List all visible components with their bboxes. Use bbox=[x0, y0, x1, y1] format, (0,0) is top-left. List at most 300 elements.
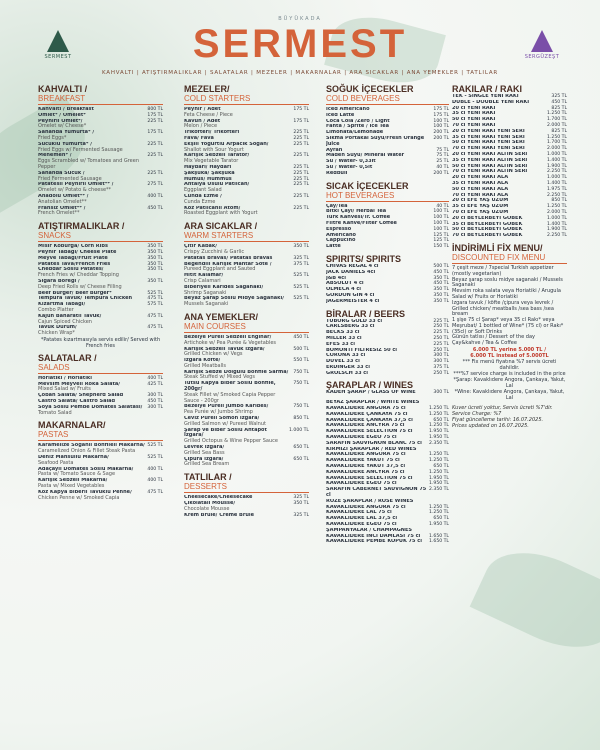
item-text bbox=[184, 428, 287, 445]
item-name: KAVAKLIDERE ANGORA 75 cl bbox=[326, 406, 406, 412]
item-desc: Deep Fried Rolls w/ Cheese Filling bbox=[38, 283, 122, 290]
item-price: 125 TL bbox=[433, 238, 449, 244]
item-price: 825 TL bbox=[551, 128, 567, 134]
item-name: 20 cl YENİ RAKI YENİ SERİ bbox=[452, 128, 525, 134]
fix-menu-line: 1 şişe 75 cl Şarap* veya 35 cl Rakı* veya Meşrubat/ 1 bottled of Wine* (75 cl) or Rakı* (35cl) or Soft Drinks bbox=[452, 317, 564, 335]
column-1 bbox=[38, 84, 163, 505]
item-desc: Eggs Scrambled w/ Tomatoes and Green Pepper bbox=[38, 158, 140, 170]
menu-item bbox=[38, 478, 163, 490]
section-title: MEZELER/ bbox=[184, 84, 230, 94]
item-name: 50 cl YENİ RAKI bbox=[452, 117, 496, 123]
item-name: Su / Water- 0,5lt bbox=[326, 164, 373, 170]
item-text bbox=[38, 130, 145, 142]
item-price: 1.950 TL bbox=[429, 481, 449, 487]
menu-item bbox=[326, 171, 449, 177]
item-price: 750 TL bbox=[293, 381, 309, 387]
section-subtitle: HOT BEVERAGES bbox=[326, 191, 449, 202]
item-name: 50 cl BEYLERBEYİ GÖBEK bbox=[452, 227, 523, 233]
menu-item bbox=[326, 136, 449, 148]
item-desc: Chicken Wrap* bbox=[38, 330, 75, 337]
menu-item bbox=[184, 153, 309, 165]
item-name: Sıkma Portakal Suyu/Fresh Orange Juice bbox=[326, 135, 425, 147]
item-name: Omlet* / Omelet* bbox=[38, 112, 86, 118]
item-text bbox=[38, 142, 145, 154]
item-price: 75 TL bbox=[436, 153, 449, 159]
item-price: 175 TL bbox=[293, 107, 309, 112]
item-name: KAVAKLIDERE ÇANKAYA 75 cl bbox=[326, 411, 408, 417]
item-price: 200 TL bbox=[433, 170, 449, 176]
item-name: Ayran bbox=[326, 147, 343, 153]
item-name: OLMECA 4 cl bbox=[326, 287, 362, 293]
menu-item bbox=[184, 296, 309, 308]
item-price: 75 TL bbox=[436, 147, 449, 153]
item-price: 300 TL bbox=[147, 393, 163, 399]
item-desc: Chocolate Mousse bbox=[184, 505, 230, 512]
menu-item bbox=[184, 445, 309, 457]
section-subtitle: COLD BEVERAGES bbox=[326, 94, 449, 105]
item-text bbox=[184, 501, 291, 513]
item-name: 35 cl YENİ RAKI YENİ SERİ bbox=[452, 134, 525, 140]
item-name: JACK DANIELS 4cl bbox=[326, 269, 376, 275]
item-price: 525 TL bbox=[147, 290, 163, 296]
item-name: Türk Kahvesi/Tr. Coffee bbox=[326, 215, 391, 221]
section-title: SICAK İÇECEKLER bbox=[326, 180, 409, 191]
item-price: 300 TL bbox=[433, 353, 449, 359]
item-desc: Grilled Salmon w/ Pureed Walnut bbox=[184, 420, 266, 427]
item-price: 1.250 TL bbox=[429, 469, 449, 475]
menu-item bbox=[38, 443, 163, 455]
item-name: Biberiyeli Karides Saganaki/ bbox=[184, 284, 264, 290]
item-price: 400 TL bbox=[147, 478, 163, 484]
price-date: Prices updated on 16.07.2025. bbox=[452, 423, 529, 430]
item-price: 225 TL bbox=[147, 170, 163, 176]
item-text bbox=[184, 142, 291, 154]
item-name: MILLER 33 cl bbox=[326, 335, 362, 341]
fix-note: *Wine: Kavaklıdere Angora, Çankaya, Yakut, Lal bbox=[454, 389, 565, 402]
item-price: 325 TL bbox=[293, 512, 309, 518]
item-price: 750 TL bbox=[293, 369, 309, 375]
fix-menu-line: Çay&kahve / Tea & Coffee bbox=[452, 340, 517, 347]
item-name: 35 cl YENİ RAKI ALA bbox=[452, 180, 509, 186]
menu-section bbox=[38, 420, 163, 501]
item-price: 350 TL bbox=[147, 278, 163, 284]
item-name: Izgara Köfte/ bbox=[184, 358, 221, 364]
item-price: 2.000 TL bbox=[547, 146, 567, 152]
section-title: RAKILAR / RAKI bbox=[452, 84, 522, 94]
item-price: 350 TL bbox=[433, 275, 449, 281]
logo-right-text: SERGÜZEŞT bbox=[524, 54, 560, 60]
item-desc: Combo Platter bbox=[38, 306, 74, 313]
item-name: Americano bbox=[326, 232, 356, 238]
item-name: KAVAKLIDERE EGEO 75 cl bbox=[326, 435, 397, 441]
item-price: 225 TL bbox=[147, 153, 163, 159]
item-name: Bezelye Püreli Sebzeli Enginar/ bbox=[184, 334, 272, 340]
item-price: 2.350 TL bbox=[429, 487, 449, 493]
item-desc: Steak Fillet w/ Smoked Capia Pepper Sauce - 200gr bbox=[184, 391, 276, 404]
item-price: 250 TL bbox=[433, 335, 449, 341]
item-name: Cappucino bbox=[326, 238, 356, 244]
item-desc: Fried Eggs w/ Fermented Sausage bbox=[38, 146, 123, 153]
section-title: BİRALAR / BEERS bbox=[326, 308, 406, 319]
section-title: SALATALAR / bbox=[38, 352, 97, 363]
menu-item bbox=[184, 335, 309, 347]
item-desc: Mix Vegetable Tarator bbox=[184, 158, 239, 165]
item-name: Antalya Usulü Patlıcan/ bbox=[184, 182, 250, 188]
item-text bbox=[452, 233, 545, 239]
menu-section bbox=[452, 405, 567, 429]
item-name: 70 cl YENİ RAKI ALTIN SERİ bbox=[452, 169, 528, 175]
item-name: Kızartma Tabağı/ bbox=[38, 302, 86, 308]
item-name: TUBORG GOLD 33 cl bbox=[326, 318, 383, 324]
item-desc: Pureed Eggplant and Sauted bbox=[184, 266, 256, 273]
section-subtitle: DESSERTS bbox=[184, 482, 309, 493]
item-name: ŞAMPANYALAR / CHAMPAGNES bbox=[326, 527, 413, 533]
item-price: 500 TL bbox=[293, 346, 309, 352]
item-text bbox=[38, 455, 145, 467]
item-price: 225 TL bbox=[293, 135, 309, 141]
item-desc: Roasted Eggplant with Yogurt bbox=[184, 210, 258, 217]
item-name: Mısır Koburga/ Corn Ribs bbox=[38, 244, 108, 250]
item-name: Beef Burger/ Beef Burger* bbox=[38, 290, 112, 296]
item-text bbox=[38, 279, 145, 291]
item-price: 1.950 TL bbox=[429, 435, 449, 441]
menu-item bbox=[38, 467, 163, 479]
item-price: 1.000 TL bbox=[547, 175, 567, 181]
item-price: 475 TL bbox=[147, 489, 163, 495]
item-name: KAVAKLIDERE LAL 75 cl bbox=[326, 510, 392, 516]
item-price: 1.250 TL bbox=[547, 111, 567, 117]
item-price: 450 TL bbox=[433, 281, 449, 287]
item-desc: Chicken Penne w/ Smoked Capia bbox=[38, 494, 120, 501]
menu-item bbox=[38, 171, 163, 183]
fix-menu-line: 7 çeşit meze / 7special Turkish appetizer (mostly vegetarian) bbox=[452, 264, 554, 277]
fix-menu-line: Izgara tavuk / köfte /çipura veya levrek / Grilled chicken/ meatballs /sea bass /sea bream bbox=[452, 299, 554, 318]
item-text bbox=[326, 299, 431, 305]
item-price: 425 TL bbox=[147, 381, 163, 387]
item-price: 225 TL bbox=[293, 153, 309, 159]
item-name: Kajun Baharatlı Tavuk/ bbox=[38, 313, 102, 319]
item-price: 1.950 TL bbox=[429, 429, 449, 435]
item-name: Ekşili Yoğurtlu Arpacık Soğan/ bbox=[184, 141, 269, 147]
item-name: Beyaz Şarap Soslu Midye Saganaki/ bbox=[184, 296, 285, 302]
item-text bbox=[184, 262, 291, 274]
leaf-decoration bbox=[470, 534, 600, 666]
item-name: Deniz Mahsüllü Makarna/ bbox=[38, 455, 109, 461]
item-price: 1.250 TL bbox=[547, 204, 567, 210]
item-name: Çay/Tea bbox=[326, 203, 348, 209]
section-title: KAHVALTI / bbox=[38, 84, 88, 94]
item-name: ERDINGER 33 cl bbox=[326, 364, 370, 370]
item-name: KAVAKLIDERE ANCYRA 75 cl bbox=[326, 469, 405, 475]
menu-section bbox=[326, 400, 449, 545]
item-price: 650 TL bbox=[293, 456, 309, 462]
item-price: 150 TL bbox=[433, 244, 449, 250]
item-name: Meyve Tabağı/Fruit Plate bbox=[38, 255, 108, 261]
item-price: 250 TL bbox=[433, 370, 449, 376]
section-title: SPIRITS/ SPIRITS bbox=[326, 253, 402, 264]
item-name: 70 cl BEYLERBEYİ GÖBEK bbox=[452, 233, 523, 239]
item-name: 50 cl YENİ RAKI YENİ SERİ bbox=[452, 140, 525, 146]
item-desc: Omelet w/ Cheese* bbox=[38, 123, 87, 130]
menu-item bbox=[184, 244, 309, 256]
item-desc: Grilled Chicken w/ Vegs bbox=[184, 351, 243, 358]
item-price: 1.900 TL bbox=[547, 163, 567, 169]
fix-menu-line: Mevsim roka salata veya Horiatiki / Arugula Salad w/ Fruits or Horiatiki bbox=[452, 288, 561, 300]
section-title: TATLILAR / bbox=[184, 472, 232, 483]
menu-item bbox=[326, 539, 449, 545]
brand-title: SERMEST bbox=[192, 22, 408, 66]
menu-section bbox=[326, 254, 449, 305]
item-price: 200 TL bbox=[433, 130, 449, 136]
item-name: Soya Soslu Pembe Domates Salatası/ bbox=[38, 404, 143, 410]
item-text bbox=[38, 302, 145, 314]
item-price: 450 TL bbox=[293, 334, 309, 340]
section-title: ATIŞTIRMALIKLAR / bbox=[38, 221, 125, 232]
item-price: 225 TL bbox=[147, 118, 163, 124]
menu-section bbox=[326, 380, 449, 396]
item-price: 525 TL bbox=[293, 273, 309, 279]
item-price: 1.250 TL bbox=[429, 510, 449, 516]
item-name: Anadolu Omlet** / bbox=[38, 193, 89, 199]
item-name: Beğendili Karışık Mantar Sote / bbox=[184, 261, 272, 267]
item-desc: Mixed Salad w/ Fruits bbox=[38, 386, 91, 393]
item-name: BECKS 33 cl bbox=[326, 330, 360, 336]
item-price: 1.700 TL bbox=[547, 140, 567, 146]
item-name: Su / Water- 0,33lt bbox=[326, 159, 376, 165]
item-price: 2.000 TL bbox=[547, 122, 567, 128]
item-text bbox=[38, 325, 145, 337]
item-name: SARAFIN SAUVIGNON BLANC 75 cl bbox=[326, 440, 422, 446]
item-name: Patates Tava/French Fries bbox=[38, 261, 111, 267]
item-price: 350 TL bbox=[147, 249, 163, 255]
item-text bbox=[184, 457, 291, 469]
item-name: Mevsim Meyveli Roka Salata/ bbox=[38, 381, 121, 387]
item-desc: Seafood Pasta bbox=[38, 459, 74, 466]
item-price: 375 TL bbox=[293, 261, 309, 267]
item-name: Fransız Omlet** / bbox=[38, 205, 86, 211]
item-name: 20 cl YENİ RAKI ALA bbox=[452, 175, 509, 181]
item-name: Iced Americano bbox=[326, 107, 370, 112]
menu-item bbox=[184, 182, 309, 194]
item-price: 1.400 TL bbox=[547, 221, 567, 227]
item-price: 525 TL bbox=[147, 455, 163, 461]
item-price: 225 TL bbox=[293, 182, 309, 188]
menu-section bbox=[326, 84, 449, 177]
item-name: TEK - SINGLE YENİ RAKI bbox=[452, 94, 519, 99]
item-name: Espresso bbox=[326, 226, 352, 232]
menu-item bbox=[326, 390, 449, 396]
item-price: 1.400 TL bbox=[547, 180, 567, 186]
item-price: 125 TL bbox=[433, 232, 449, 238]
item-text bbox=[184, 119, 291, 131]
item-name: ABSOLUT 4 cl bbox=[326, 281, 364, 287]
item-name: 20 cl YENİ RAKI ALTIN SERİ bbox=[452, 151, 528, 157]
item-text bbox=[38, 478, 145, 490]
section-title: ANA YEMEKLER/ bbox=[184, 311, 259, 322]
item-name: Kavun / Adet bbox=[184, 118, 221, 124]
item-text bbox=[184, 347, 291, 359]
item-name: Filtre Kahve/Filter Coffee bbox=[326, 220, 397, 226]
item-name: KIRMIZI ŞARAPLAR / RED WINES bbox=[326, 446, 417, 452]
section-subtitle: COLD STARTERS bbox=[184, 94, 309, 105]
menu-item bbox=[184, 262, 309, 274]
item-name: Karışık Sebze Dolgulu Bonfile Sarma/ bbox=[184, 369, 289, 375]
item-name: Şakşuka/ Şakşuka bbox=[184, 170, 235, 176]
item-name: 35 cl YENİ RAKI ALTIN SERİ bbox=[452, 157, 528, 163]
item-text bbox=[184, 206, 291, 218]
item-name: Patatas Bravas/ Patatas Bravas bbox=[184, 255, 273, 261]
fix-note: *Şarap: Kavaklıdere Angora, Çankaya, Yakut, Lal bbox=[453, 377, 566, 390]
item-price: 475 TL bbox=[147, 325, 163, 331]
item-price: 350 TL bbox=[293, 244, 309, 250]
section-subtitle: DISCOUNTED FIX MENU bbox=[452, 253, 567, 264]
item-price: 1.250 TL bbox=[429, 406, 449, 412]
item-name: KAVAKLIDERE İNCİ DAMLASI 75 cl bbox=[326, 533, 421, 539]
item-name: Ceviz Püreli Somon Izgara/ bbox=[184, 416, 260, 422]
menu-item bbox=[184, 501, 309, 513]
item-desc: Cunda Ezme bbox=[184, 198, 216, 205]
item-desc: Tomato Salad bbox=[38, 409, 72, 416]
item-price: 175 TL bbox=[433, 112, 449, 118]
menu-section bbox=[184, 472, 309, 518]
item-name: KAVAKLIDERE SELECTION 75 cl bbox=[326, 429, 413, 435]
item-name: Sahanda Sucuk / bbox=[38, 170, 85, 176]
item-text bbox=[184, 182, 291, 194]
menu-item bbox=[184, 513, 309, 519]
item-price: 1.975 TL bbox=[547, 186, 567, 192]
item-price: 175 TL bbox=[293, 118, 309, 124]
item-price: 475 TL bbox=[147, 313, 163, 319]
menu-item bbox=[38, 279, 163, 291]
section-subtitle: SNACKS bbox=[38, 231, 163, 242]
item-text bbox=[38, 467, 145, 479]
item-price: 300 TL bbox=[433, 359, 449, 365]
item-name: 50 cl YENİ RAKI ALA bbox=[452, 186, 509, 192]
item-name: Peynir Tabağı/ Cheese Plate bbox=[38, 249, 117, 255]
item-price: 1.250 TL bbox=[429, 504, 449, 510]
price-date: Fiyat güncelleme tarihi: 16.07.2025. bbox=[452, 417, 544, 424]
item-desc: Melon / Piece bbox=[184, 123, 218, 130]
item-desc: Grilled Sea Bream bbox=[184, 461, 230, 468]
section-title: MAKARNALAR/ bbox=[38, 420, 106, 431]
menu-section bbox=[38, 84, 163, 217]
menu-item bbox=[184, 404, 309, 416]
item-name: 20 cl EFE YAŞ ÜZÜM bbox=[452, 198, 509, 204]
item-text bbox=[184, 358, 291, 370]
item-name: KAVAKLIDERE ANGORA 75 cl bbox=[326, 504, 406, 510]
item-desc: Anatolian Omelet** bbox=[38, 198, 87, 205]
item-name: Hitit Kalamar/ bbox=[184, 273, 224, 279]
promo-line: 6.000 TL instead of 5.000TL bbox=[470, 353, 549, 360]
item-desc: French Omelet** bbox=[38, 210, 80, 217]
item-text bbox=[326, 390, 431, 396]
item-name: Castro Salata/ Castro Salad bbox=[38, 399, 116, 405]
item-desc: Artichoke w/ Pea Purée & Vegetables bbox=[184, 339, 277, 346]
item-name: Tempura Tavuk/ Tempura Chicken bbox=[38, 296, 133, 302]
item-desc: Feta Cheese / Piece bbox=[184, 111, 233, 118]
menu-item bbox=[38, 119, 163, 131]
item-text bbox=[184, 513, 291, 519]
item-name: GROLSCH 33 cl bbox=[326, 370, 368, 376]
logo-right bbox=[522, 30, 562, 68]
item-desc: Omelet w/ Potato & cheese** bbox=[38, 187, 112, 194]
item-name: 50 cl YENİ RAKI ALTIN SERİ bbox=[452, 163, 528, 169]
item-text bbox=[184, 194, 291, 206]
item-name: Levrek Izgara/ bbox=[184, 445, 225, 451]
item-price: 1.250 TL bbox=[429, 458, 449, 464]
item-text bbox=[184, 273, 291, 285]
menu-section bbox=[326, 309, 449, 377]
item-text bbox=[326, 136, 431, 148]
item-price: 1.400 TL bbox=[547, 157, 567, 163]
item-name: Köz Kapya Biberli Tavuklu Penne/ bbox=[38, 489, 132, 495]
item-desc: Pea Purée w/ Jumbo Shrimp bbox=[184, 409, 253, 416]
item-price: 350 TL bbox=[147, 255, 163, 261]
item-desc: French Fries w/ Cheddar Topping bbox=[38, 272, 119, 279]
item-price: 2.250 TL bbox=[547, 192, 567, 198]
item-name: 70 cl YENİ RAKI bbox=[452, 122, 496, 128]
item-price: 225 TL bbox=[147, 141, 163, 147]
menu-item bbox=[184, 273, 309, 285]
item-desc: Crisp Calamari bbox=[184, 277, 221, 284]
item-name: Karışık Sebzeli Tavuk Izgara/ bbox=[184, 346, 265, 352]
section-note: *Patates kızartmasıyla servis edilir/ Served with French fries bbox=[40, 336, 161, 349]
item-name: 35 cl BEYLERBEYİ GÖBEK bbox=[452, 221, 523, 227]
column-4 bbox=[452, 84, 567, 433]
item-name: Çipura Izgara/ bbox=[184, 456, 224, 462]
item-name: Karışık Sebzeli Makarna/ bbox=[38, 478, 108, 484]
item-desc: Grilled Meatballs bbox=[184, 362, 226, 369]
item-price: 450 TL bbox=[147, 399, 163, 405]
fix-note: *** Fix menü fiyatına %7 servis ücreti dahildir. bbox=[462, 359, 557, 372]
section-title: İNDİRİMLİ FİX MENU/ bbox=[452, 242, 543, 253]
item-desc: Grilled Octopus & Wine Pepper Sauce bbox=[184, 438, 278, 445]
item-price: 500 TL bbox=[433, 263, 449, 269]
item-price: 350 TL bbox=[147, 244, 163, 250]
item-price: 525 TL bbox=[147, 443, 163, 449]
item-name: Çikolatalı Mousse/ bbox=[184, 501, 236, 507]
item-price: 2.250 TL bbox=[547, 169, 567, 175]
item-name: BEYAZ ŞARAPLAR / WHITE WINES bbox=[326, 400, 420, 406]
item-price: 350 TL bbox=[147, 267, 163, 273]
item-text bbox=[38, 206, 145, 218]
menu-section bbox=[184, 312, 309, 468]
item-text bbox=[326, 487, 427, 499]
promo-line: 6.000 TL yerine 5.000 TL / bbox=[472, 347, 547, 354]
item-name: 20 cl YENİ RAKI bbox=[452, 105, 496, 111]
menu-item bbox=[326, 299, 449, 305]
item-name: KAVAKLIDERE PEMBE KÖPÜK 75 cl bbox=[326, 539, 422, 545]
item-name: 35 cl YENİ RAKI bbox=[452, 111, 496, 117]
item-price: 450 TL bbox=[433, 269, 449, 275]
item-price: 1.000 TL bbox=[289, 427, 309, 433]
item-name: Limonata/Lemonade bbox=[326, 130, 384, 136]
item-name: Peynirli Omlet*/ bbox=[38, 118, 83, 124]
menu-item bbox=[38, 382, 163, 394]
item-name: CHIVAS REGAL 4 cl bbox=[326, 263, 379, 269]
item-text bbox=[184, 416, 291, 428]
pine-logo-icon bbox=[531, 30, 553, 52]
item-name: DUBLE - DOUBLE YENİ RAKI bbox=[452, 99, 530, 105]
item-price: 650 TL bbox=[433, 516, 449, 522]
item-name: Sigara Böreği / bbox=[38, 278, 80, 284]
item-name: KAVAKLIDERE EGEO 75 cl bbox=[326, 522, 397, 528]
service-note: Service Charge: %7 bbox=[452, 411, 502, 418]
item-name: EFES 33 cl bbox=[326, 341, 355, 347]
item-price: 40 TL bbox=[436, 203, 449, 209]
item-desc: Caramelized Onion & Fillet Steak Pasta bbox=[38, 448, 136, 455]
item-name: Cheesecake/Cheesecake bbox=[184, 495, 253, 501]
